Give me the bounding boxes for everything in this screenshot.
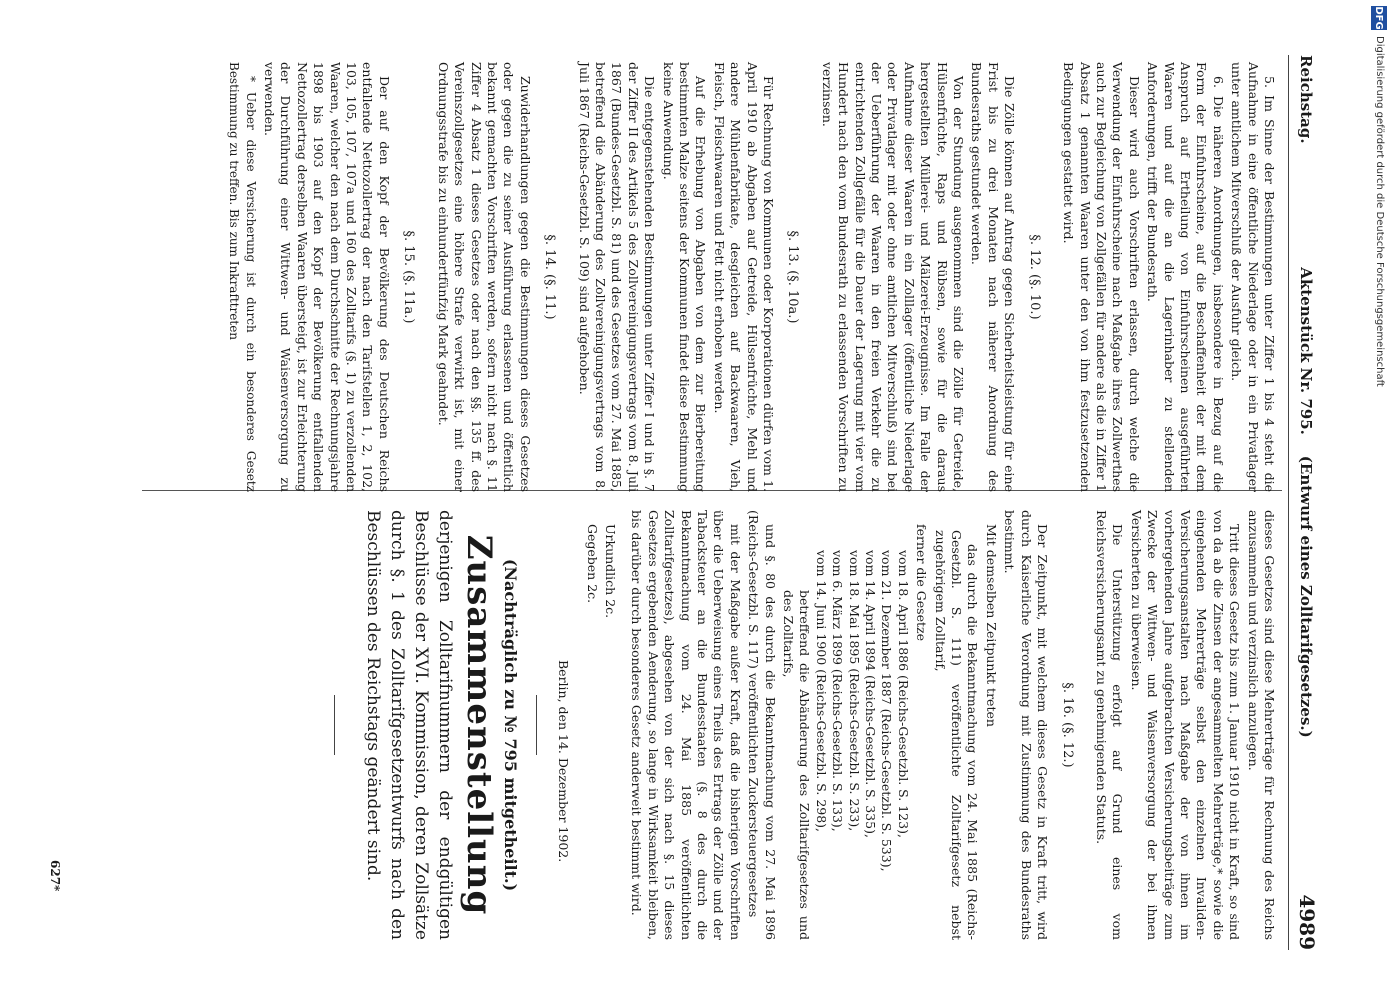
separator-rule <box>536 695 537 755</box>
header-center <box>1297 55 1315 950</box>
paragraph: Der Zeitpunkt, mit welchem dieses Gesetz in Kraft tritt, wird durch Kaiserliche Verordnung mit Zustimmung des Bundesraths bestimmt. <box>1002 510 1051 940</box>
paragraph: dieses Gesetzes sind diese Mehrerträge für Rechnung des Reichs anzusammeln und verzinslich anzulegen. <box>1245 510 1277 940</box>
title-description: derjenigen Zolltarifnummern der endgültigen Beschlüsse der XVI. Kommission, deren Zollsätze durch §. 1 des Zolltarifgesetzentwurfs nach den Beschlüssen des Reichstags geändert sind. <box>362 510 455 940</box>
list-item: vom 6. März 1899 (Reichs-Gesetzbl. S. 133), <box>830 550 846 832</box>
header-left: Reichstag. <box>1297 55 1315 144</box>
paragraph: Von der Stundung ausgenommen sind die Zölle für Getreide, Hülsenfrüchte, Raps und Rübsen, sowie für die daraus hergestellten Müllerei- und Mälzerei-Erzeugnisse. Im Falle der Aufnahme dieser Waaren in ein Zolllager (öffentliche Niederlage oder Privatlager mit oder ohne amtlichen Mitverschluß) sind bei der Ueberführung der Waaren in den freien Verkehr die zu entrichtenden Zollgefälle für die Dauer der Lagerung mit vier vom Hundert nach den vom Bundesrath zu erlassenden Vorschriften zu verzinsen. <box>819 62 967 492</box>
paragraph: und §. 80 des durch die Bekanntmachung vom 27. Mai 1896 (Reichs-Gesetzbl. S. 117) veröffentlichten Zuckersteuergesetzes <box>746 510 778 940</box>
paragraph: Die entgegenstehenden Bestimmungen unter Ziffer I und in §. 7 der Ziffer II des Artikels 5 des Zollvereinigungsvertrags vom 8. Juli 1867 (Bundes-Gesetzbl. S. 81) und des Gesetzes vom 27. Mai 1885, betreffend die Abänderung des Zollvereinigungsvertrags vom 8. Juli 1867 (Reichs-Gesetzbl. S. 109) sind aufgehoben. <box>576 62 658 492</box>
header-rule <box>1288 55 1289 950</box>
paragraph: Mit demselben Zeitpunkt treten <box>983 524 999 727</box>
section-heading-12: §. 12. (§. 10.) <box>1026 234 1042 320</box>
section-heading-13: §. 13. (§. 10a.) <box>785 230 801 324</box>
closing-formula: Urkundlich 2c. <box>602 524 618 619</box>
supplement-note: (Nachträglich zu № 795 mitgetheilt.) <box>500 558 520 892</box>
paragraph: mit der Maßgabe außer Kraft, daß die bisherigen Vorschriften über die Ueberweisung eines Theils des Ertrags der Zölle und der Tabacksteuer an die Bundesstaaten (§. 8 des durch die Bekanntmachung vom 24. Mai 1885 veröffentlichten Zolltarifgesetzes), abgesehen von der sich nach §. 15 dieses Gesetzes ergebenden Aenderung, so lange in Wirksamkeit bleiben, bis darüber durch besonderes Gesetz anderweit bestimmt wird. <box>629 510 743 940</box>
separator-rule <box>334 695 335 755</box>
section-heading-16: §. 16. (§. 12.) <box>1059 682 1075 768</box>
section-heading-14: §. 14. (§. 11.) <box>542 234 558 320</box>
paragraph: Der auf den Kopf der Bevölkerung des Deutschen Reichs entfallende Nettozollertrag der nach den Tarifstellen 1, 2, 102, 103, 105, 107, 107a und 160 des Zolltarifs (§. 1) zu verzollenden Waaren, welcher den nach dem Durchschnitte der Rechnungsjahre 1898 bis 1903 auf den Kopf der Bevölkerung entfallenden Nettozollertrag derselben Waaren übersteigt, ist zur Erleichterung der Durchführung einer Wittwen- und Waisenversorgung zu verwenden. <box>262 62 392 492</box>
list-item: vom 18. Mai 1895 (Reichs-Gesetzbl. S. 233), <box>846 550 862 832</box>
left-column <box>224 62 1277 492</box>
paragraph: Dieser wird auch Vorschriften erlassen, durch welche die Verwendung der Einfuhrscheine nach Maßgabe ihres Zollwerthes auch zur Begleichung von Zollgefällen für andere als die in Ziffer 1 Absatz 1 genannten Waaren unter den von ihm festzusetzenden Bedingungen gestattet wird. <box>1061 62 1142 492</box>
list-item: vom 21. Dezember 1887 (Reichs-Gesetzbl. S. 533), <box>879 550 895 872</box>
paragraph: 6. Die näheren Anordnungen, insbesondere in Bezug auf die Form der Einfuhrscheine, auf die Beschaffenheit der mit dem Anspruch auf Ertheilung von Einfuhrscheinen ausgeführten Waaren und auf die an die Lagerinhaber zu stellenden Anforderungen, trifft der Bundesrath. <box>1145 62 1226 492</box>
section-heading-15: §. 15. (§. 11a.) <box>401 230 417 324</box>
date-line: Berlin, den 14. Dezember 1902. <box>556 660 572 863</box>
list-item: vom 14. April 1894 (Reichs-Gesetzbl. S. 335), <box>863 550 879 838</box>
law-list <box>780 550 911 940</box>
list-tail: betreffend die Abänderung des Zolltarifgesetzes und des Zolltarifs, <box>781 590 813 940</box>
paragraph: Auf die Erhebung von Abgaben von dem zur Bierbereitung bestimmten Malze seitens der Kommunen findet diese Bestimmung keine Anwendung. <box>660 62 709 492</box>
header-document-number: Aktenstück Nr. 795. <box>1297 267 1315 435</box>
running-header <box>1289 55 1319 950</box>
footnote: * Ueber diese Versicherung ist durch ein besonderes Gesetz Bestimmung zu treffen. Bis zum Inkrafttreten <box>227 62 258 492</box>
supplement-note-text: Nachträglich zu № 795 mitgetheilt.) <box>500 566 520 892</box>
paragraph: Die Zölle können auf Antrag gegen Sicherheitsleistung für eine Frist bis zu drei Monaten nach näherer Anordnung des Bundesraths gestundet werden. <box>969 62 1018 492</box>
closing-formula: Gegeben 2c. <box>584 524 600 604</box>
list-item: vom 14. Juni 1900 (Reichs-Gesetzbl. S. 298), <box>813 550 829 833</box>
page-number: 4989 <box>1295 894 1319 950</box>
list-item: vom 18. April 1886 (Reichs-Gesetzbl. S. 123), <box>895 550 911 838</box>
paragraph: 5. Im Sinne der Bestimmungen unter Ziffer 1 bis 4 steht die Aufnahme in eine öffentliche Niederlage oder in ein Privatlager unter amtlichem Mitverschluß der Ausfuhr gleich. <box>1229 62 1277 492</box>
paragraph: Tritt dieses Gesetz bis zum 1. Januar 1910 nicht in Kraft, so sind von da ab die Zinsen der angesammelten Mehrerträge,* sowie die eingehenden Mehrerträge selbst den einzelnen Invaliden-Versicherungsanstalten nach Maßgabe der von ihnen im vorhergehenden Jahre aufgebrachten Versicherungsbeiträge zum Zwecke der Wittwen- und Waisenversorgung der bei ihnen Versicherten zu überweisen. <box>1128 510 1243 940</box>
right-column <box>316 510 1277 940</box>
paragraph: Die Unterstützung erfolgt auf Grund eines vom Reichsversicherungsamt zu genehmigenden Statuts. <box>1093 510 1126 940</box>
paragraph: das durch die Bekanntmachung vom 24. Mai 1885 (Reichs-Gesetzbl. S. 111) veröffentlichte Zolltarifgesetz nebst zugehörigem Zolltarif, <box>932 530 981 940</box>
dfg-logo: DFG <box>1371 6 1387 30</box>
header-document-title: (Entwurf eines Zolltarifgesetzes.) <box>1297 455 1315 738</box>
digitization-credit: Digitalisierung gefördert durch die Deutsche Forschungsgemeinschaft <box>1374 36 1385 387</box>
paragraph: Für Rechnung von Kommunen oder Korporationen dürfen vom 1. April 1910 ab Abgaben auf Getreide, Hülsenfrüchte, Mehl und andere Mühlenfabrikate, desgleichen auf Backwaaren, Vieh, Fleisch, Fleischwaaren und Fett nicht erhoben werden. <box>711 62 777 492</box>
digitization-credit-strip <box>1357 0 1397 1000</box>
sheet-mark: 627* <box>48 860 62 892</box>
paragraph: ferner die Gesetze <box>914 524 930 641</box>
paragraph: Zuwiderhandlungen gegen die Bestimmungen dieses Gesetzes oder gegen die zu seiner Ausführung erlassenen und öffentlich bekannt gemachten Vorschriften werden, sofern nicht nach §. 11 Ziffer 4 Absatz 1 dieses Gesetzes oder nach den §§. 135 ff. des Vereinszollgesetzes eine höhere Strafe verwirkt ist, mit einer Ordnungsstrafe bis zu einhundertfünfzig Mark geahndet. <box>435 62 533 492</box>
section-title: Zusammenstellung <box>459 534 500 916</box>
